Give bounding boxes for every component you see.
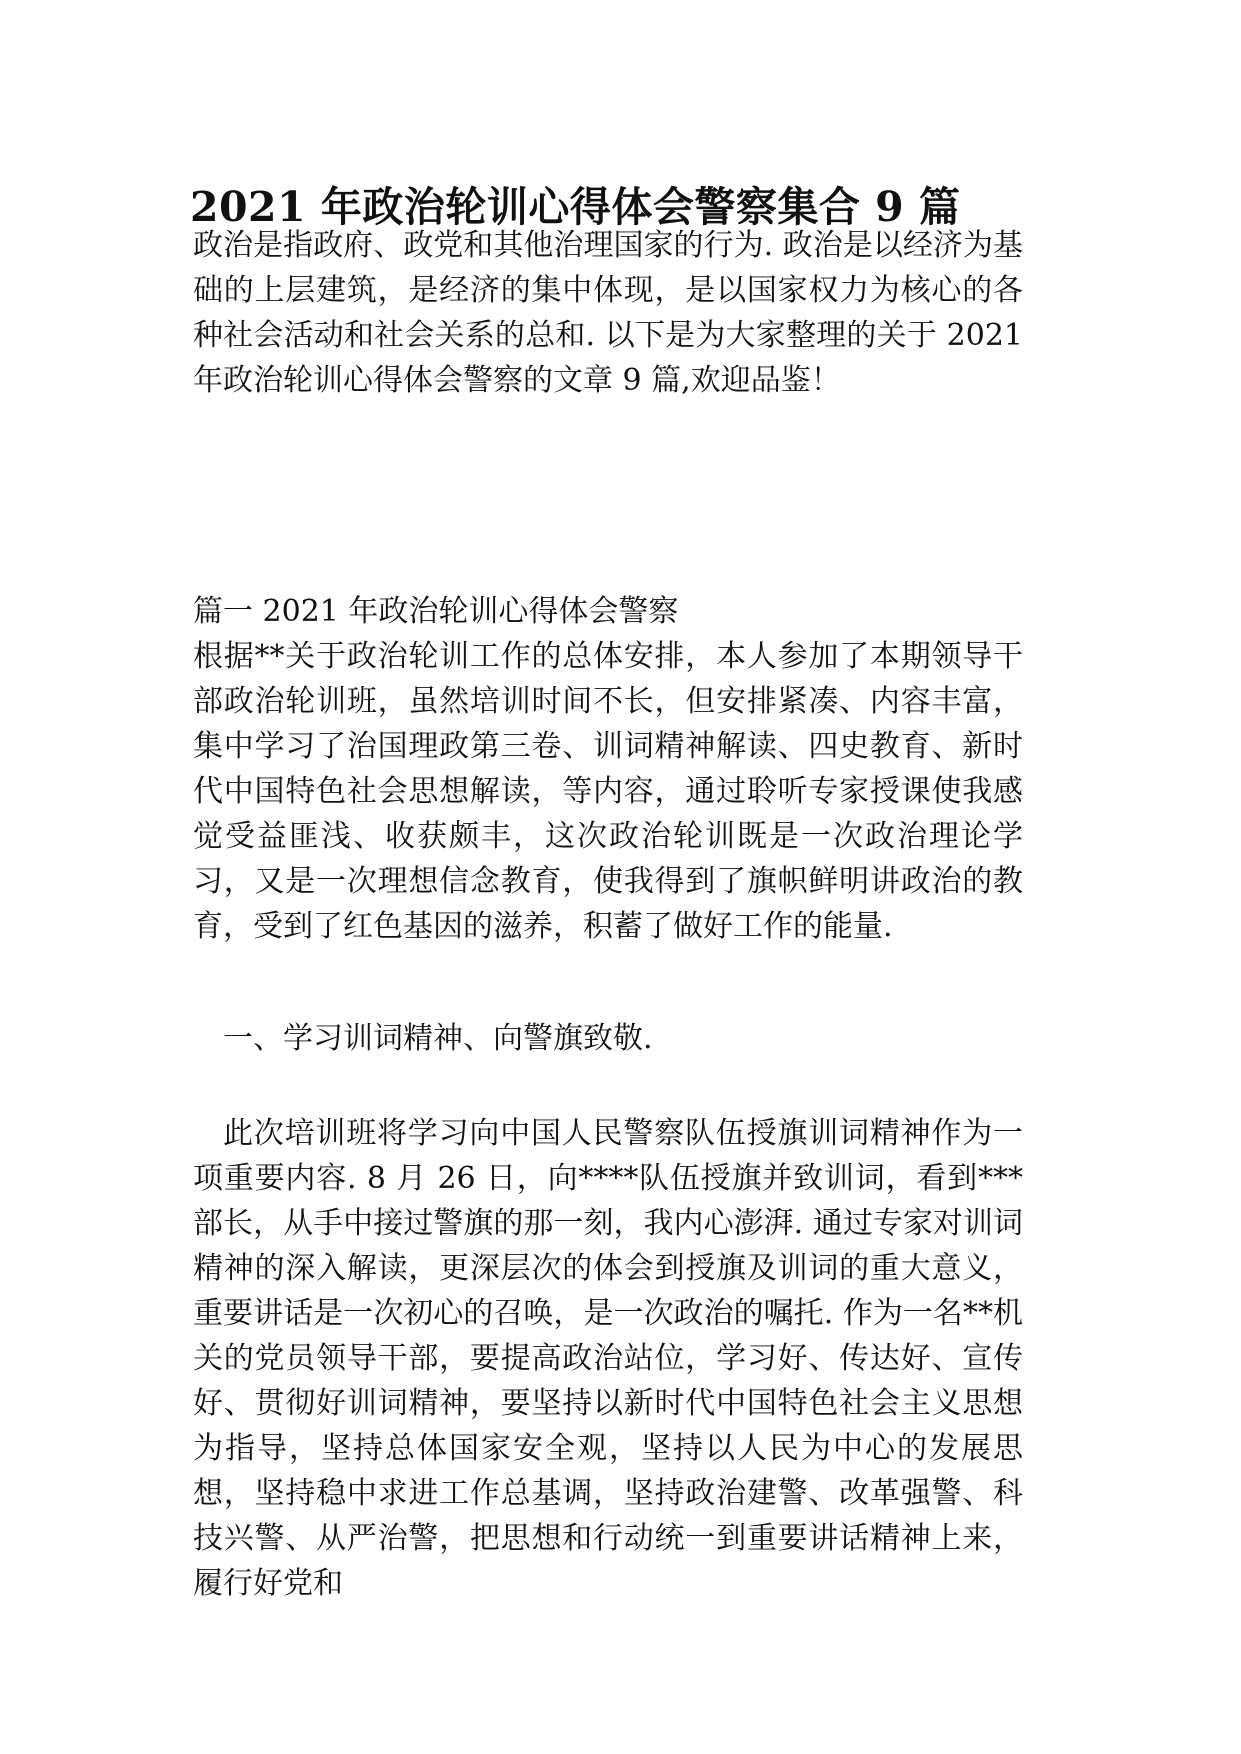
section-heading: 一、学习训词精神、向警旗致敬.: [223, 1021, 653, 1056]
document-title: 2021 年政治轮训心得体会警察集合 9 篇: [190, 183, 961, 231]
article-heading: 篇一 2021 年政治轮训心得体会警察: [193, 594, 679, 629]
intro-paragraph: 政治是指政府、政党和其他治理国家的行为. 政治是以经济为基础的上层建筑，是经济的集中体现，是以国家权力为核心的各种社会活动和社会关系的总和. 以下是为大家整理的关于 2021 年政治轮训心得体会警察的文章 9 篇,欢迎品鉴！: [193, 228, 1023, 398]
section-paragraph: 此次培训班将学习向中国人民警察队伍授旗训词精神作为一项重要内容. 8 月 26 日，向****队伍授旗并致训词，看到***部长，从手中接过警旗的那一刻，我内心澎湃. 通过专家对训词精神的深入解读，更深层次的体会到授旗及训词的重大意义，重要讲话是一次初心的召唤，是一次政治的嘱托. 作为一名**机关的党员领导干部，要提高政治站位，学习好、传达好、宣传好、贯彻好训词精神，要坚持以新时代中国特色社会主义思想为指导，坚持总体国家安全观，坚持以人民为中心的发展思想，坚持稳中求进工作总基调，坚持政治建警、改革强警、科技兴警、从严治警，把思想和行动统一到重要讲话精神上来，履行好党和: [193, 1116, 1023, 1601]
article-paragraph: 根据**关于政治轮训工作的总体安排，本人参加了本期领导干部政治轮训班，虽然培训时间不长，但安排紧凑、内容丰富，集中学习了治国理政第三卷、训词精神解读、四史教育、新时代中国特色社会思想解读，等内容，通过聆听专家授课使我感觉受益匪浅、收获颇丰，这次政治轮训既是一次政治理论学习，又是一次理想信念教育，使我得到了旗帜鲜明讲政治的教育，受到了红色基因的滋养，积蓄了做好工作的能量.: [193, 639, 1023, 944]
